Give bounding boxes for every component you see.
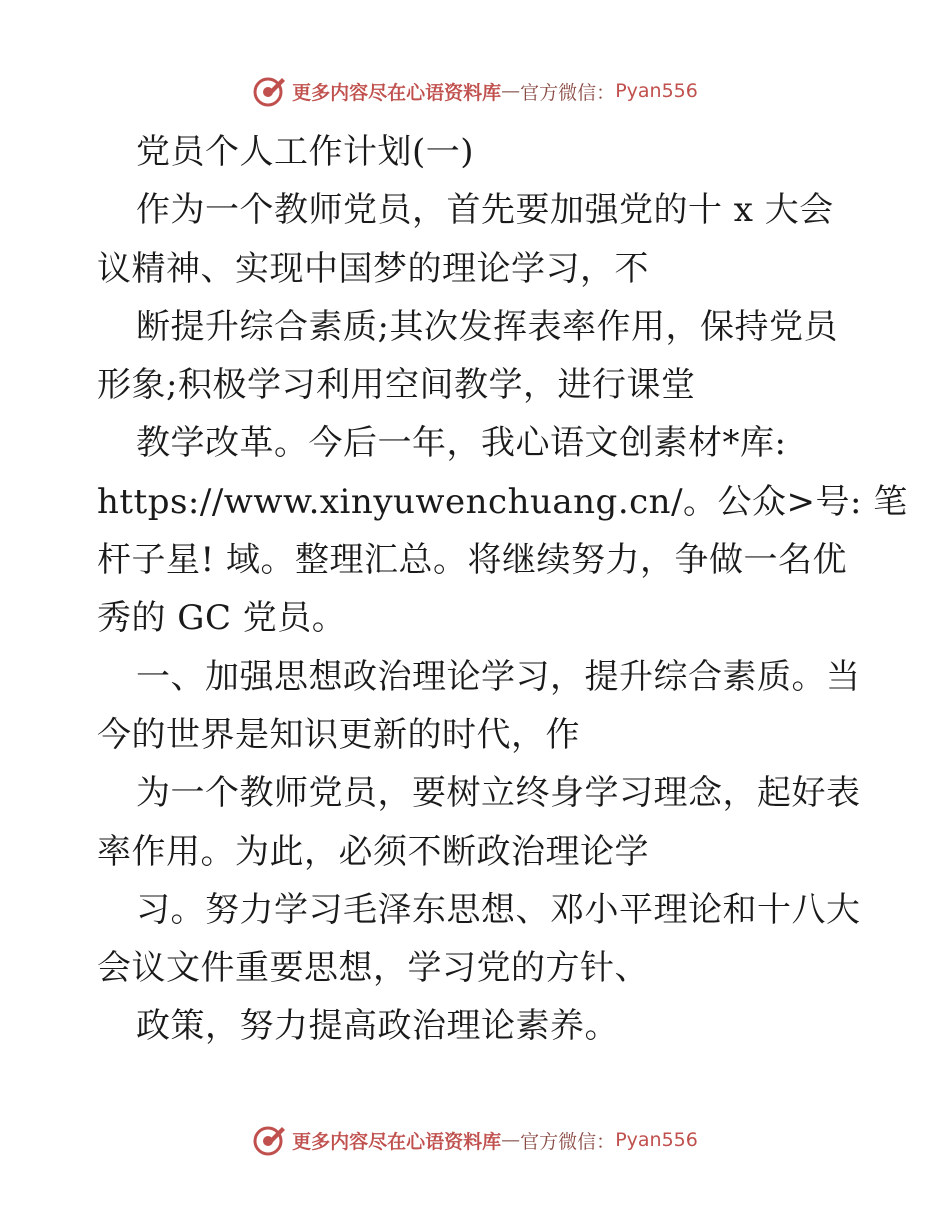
- text-line: 今的世界是知识更新的时代，作: [97, 714, 580, 755]
- document-body: [97, 123, 908, 1056]
- logo-pen-icon: [252, 1123, 286, 1157]
- text-line: 形象;积极学习利用空间教学，进行课堂: [97, 365, 696, 406]
- text-line: 党员个人工作计划(一): [136, 132, 475, 172]
- banner-dash: —: [501, 1129, 521, 1151]
- footer-banner: [0, 1120, 950, 1160]
- banner-account: Pyan556: [615, 80, 698, 102]
- banner-account: Pyan556: [615, 1129, 698, 1151]
- text-line: 一、加强思想政治理论学习，提升综合素质。当: [136, 656, 861, 697]
- text-line: https://www.xinyuwenchuang.cn/。公众>号: 笔: [97, 481, 908, 522]
- text-line: 为一个教师党员，要树立终身学习理念，起好表: [136, 773, 861, 814]
- text-line: 杆子星! 域。整理汇总。将继续努力，争做一名优: [97, 540, 847, 581]
- text-line: 率作用。为此，必须不断政治理论学: [97, 831, 649, 872]
- banner-prefix: 更多内容尽在: [292, 1130, 407, 1153]
- text-line: 秀的 GC 党员。: [97, 598, 347, 639]
- banner-official: 官方微信：: [520, 1130, 616, 1153]
- logo-pen-icon: [252, 74, 286, 108]
- text-line: 议精神、实现中国梦的理论学习，不: [97, 248, 649, 289]
- banner-prefix: 更多内容尽在: [292, 81, 407, 104]
- header-banner: [0, 71, 950, 111]
- banner-brand: 心语资料库: [406, 1130, 502, 1153]
- banner-dash: —: [501, 80, 521, 102]
- text-line: 断提升综合素质;其次发挥表率作用，保持党员: [136, 306, 838, 347]
- text-line: 政策，努力提高政治理论素养。: [136, 1006, 619, 1047]
- text-line: 教学改革。今后一年，我心语文创素材*库:: [136, 423, 787, 464]
- banner-official: 官方微信：: [520, 81, 616, 104]
- text-line: 习。努力学习毛泽东思想、邓小平理论和十八大: [136, 889, 861, 930]
- text-line: 会议文件重要思想，学习党的方针、: [97, 948, 649, 989]
- text-line: 作为一个教师党员，首先要加强党的十 x 大会: [136, 190, 834, 231]
- banner-brand: 心语资料库: [406, 81, 502, 104]
